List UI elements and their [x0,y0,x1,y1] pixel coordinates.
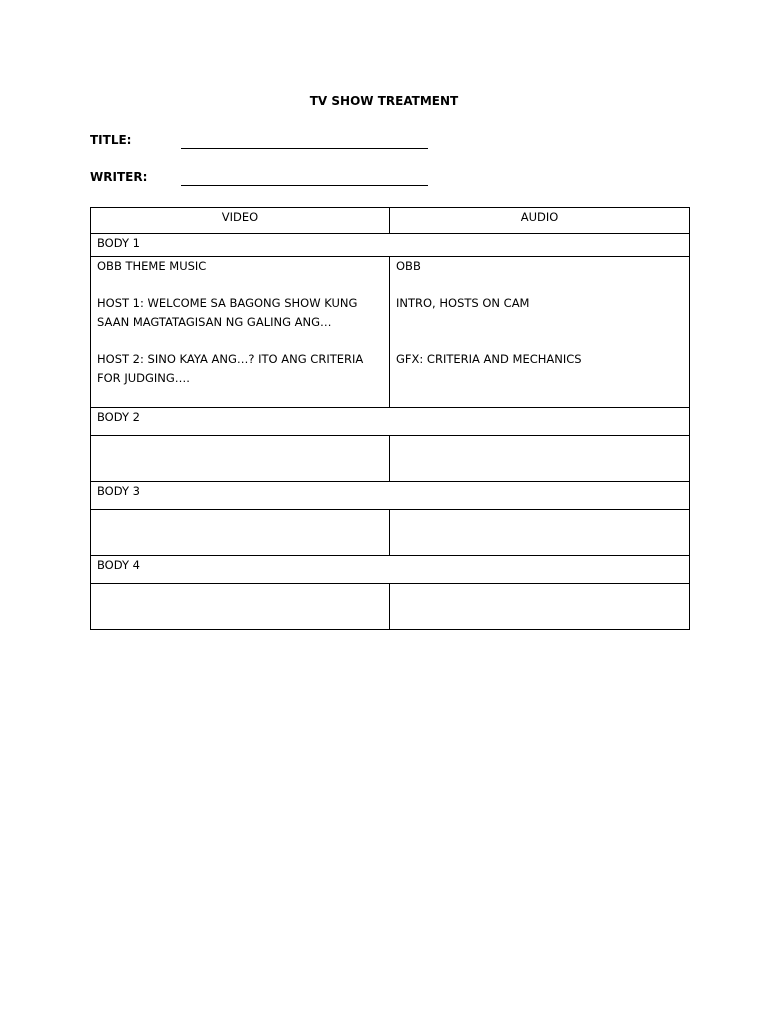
title-blank-line [181,148,428,149]
video-line: HOST 2: SINO KAYA ANG…? ITO ANG CRITERIA FOR JUDGING…. [97,352,364,385]
treatment-table [90,207,690,630]
audio-cell [390,584,690,630]
video-line: OBB THEME MUSIC [97,259,207,273]
column-header-audio: AUDIO [390,208,690,234]
audio-cell [390,436,690,482]
video-line: HOST 1: WELCOME SA BAGONG SHOW KUNG SAAN MAGTATAGISAN NG GALING ANG… [97,296,358,329]
section-row [91,556,690,584]
section-label-body-4: BODY 4 [91,556,690,584]
table-row [91,436,690,482]
writer-blank-line [181,185,428,186]
audio-line: OBB [396,259,421,273]
title-label: TITLE: [90,133,132,147]
video-cell [91,257,390,408]
page-title: TV SHOW TREATMENT [309,94,459,108]
audio-line: INTRO, HOSTS ON CAM [396,296,530,310]
video-cell [91,584,390,630]
section-row [91,482,690,510]
video-cell [91,510,390,556]
writer-label: WRITER: [90,170,148,184]
section-row [91,234,690,257]
column-header-video: VIDEO [91,208,390,234]
section-label-body-1: BODY 1 [91,234,690,257]
section-row [91,408,690,436]
audio-line: GFX: CRITERIA AND MECHANICS [396,352,582,366]
table-header-row [91,208,690,234]
video-cell [91,436,390,482]
table-row [91,584,690,630]
section-label-body-3: BODY 3 [91,482,690,510]
audio-cell [390,510,690,556]
audio-cell [390,257,690,408]
section-label-body-2: BODY 2 [91,408,690,436]
table-row [91,257,690,408]
table-row [91,510,690,556]
